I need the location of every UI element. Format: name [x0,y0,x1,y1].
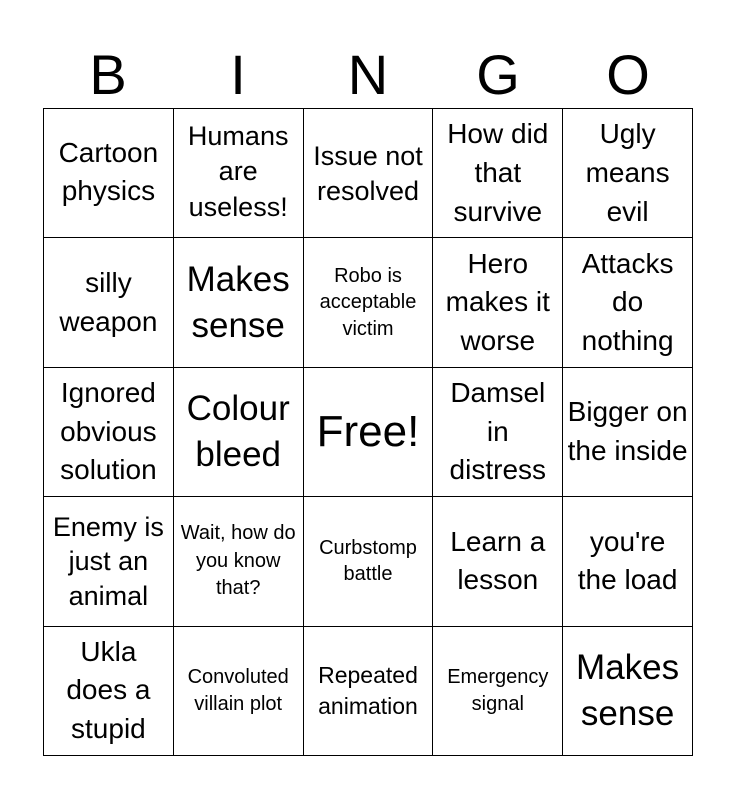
bingo-cell[interactable]: Damsel in distress [433,368,563,497]
bingo-cell[interactable]: Ugly means evil [563,109,693,238]
bingo-cell[interactable]: Ukla does a stupid [44,627,174,756]
bingo-card [43,108,693,756]
bingo-cell[interactable]: Emergency signal [433,627,563,756]
bingo-cell[interactable]: Bigger on the inside [563,368,693,497]
bingo-cell[interactable]: Attacks do nothing [563,238,693,367]
bingo-cell[interactable]: you're the load [563,497,693,626]
bingo-cell[interactable]: Wait, how do you know that? [174,497,304,626]
bingo-cell[interactable]: Curbstomp battle [304,497,434,626]
bingo-cell[interactable]: Enemy is just an animal [44,497,174,626]
bingo-cell[interactable]: Cartoon physics [44,109,174,238]
header-letter-g: G [476,43,520,106]
bingo-cell[interactable]: Issue not resolved [304,109,434,238]
bingo-cell[interactable]: Robo is acceptable victim [304,238,434,367]
header-letter-n: N [347,43,389,106]
bingo-cell[interactable]: Learn a lesson [433,497,563,626]
header-letter-o: O [606,43,650,106]
bingo-cell[interactable]: Makes sense [174,238,304,367]
bingo-cell[interactable]: silly weapon [44,238,174,367]
bingo-cell[interactable]: Hero makes it worse [433,238,563,367]
bingo-cell[interactable]: Convoluted villain plot [174,627,304,756]
bingo-header [43,42,693,108]
bingo-cell[interactable]: Repeated animation [304,627,434,756]
free-space[interactable]: Free! [304,368,434,497]
bingo-cell[interactable]: Makes sense [563,627,693,756]
bingo-cell[interactable]: Ignored obvious solution [44,368,174,497]
bingo-cell[interactable]: Humans are useless! [174,109,304,238]
header-letter-b: B [89,43,127,106]
bingo-cell[interactable]: How did that survive [433,109,563,238]
bingo-cell[interactable]: Colour bleed [174,368,304,497]
header-letter-i: I [230,43,246,106]
